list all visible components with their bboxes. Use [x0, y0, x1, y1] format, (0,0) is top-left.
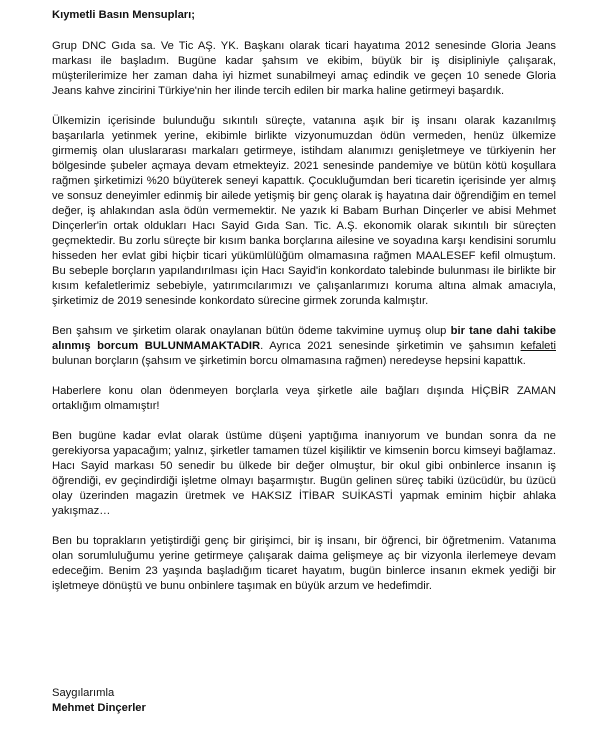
debt-text-b: . Ayrıca 2021 senesinde şirketimin ve şahsımın: [260, 340, 521, 352]
signature-name: Mehmet Dinçerler: [52, 702, 146, 714]
debt-text-c: bulunan borçların (şahsım ve şirketimin borcu olmamasına rağmen) neredeyse hepsini kapattık.: [52, 355, 526, 367]
letter-body: [52, 8, 556, 609]
salutation: Kıymetli Basın Mensupları;: [52, 9, 195, 21]
debt-underlined-word: kefaleti: [520, 340, 556, 352]
paragraph-vision: Ben bu toprakların yetiştirdiği genç bir girişimci, bir iş insanı, bir öğrenci, bir öğretmenim. Vatanıma olan sorumluluğumu yerine getirmeye çalışarak daima gelişmeye aç bir vizyonla ilerlemeye devam edeceğim. Benim 23 yaşında başladığım ticaret hayatım, bugün binlerce insanın ekmek yediği bir işletmeye dönüştü ve bunu onbinlere taşımak en büyük arzum ve hedefimdir.: [52, 535, 556, 592]
debt-text-a: Ben şahsım ve şirketim olarak onaylanan bütün ödeme takvimine uymuş olup: [52, 325, 451, 337]
signature-block: [52, 686, 146, 716]
paragraph-debt-status: [52, 324, 556, 369]
paragraph-responsibility: Ben bugüne kadar evlat olarak üstüme düşeni yaptığıma inanıyorum ve bundan sonra da ne gerekiyorsa yapacağım; yalnız, şirketler tamamen tüzel kişiliktir ve kimsenin borcu kimseyi bağlamaz. Hacı Sayid markası 50 senedir bu ülkede bir değer olmuştur, bir okul gibi onbinlerce insanın iş öğrendiği, ev geçindirdiği işletme olmayı başarmıştır. Bugün gelinen süreç tabiki üzücüdür, bu üzücü olay üzerinden magazin üretmek ve HAKSIZ İTİBAR SUİKASTİ yapmak eminim hiçbir ahlaka yakışmaz…: [52, 430, 556, 517]
paragraph-no-partnership: Haberlere konu olan ödenmeyen borçlarla veya şirketle aile bağları dışında HİÇBİR ZAMAN ortaklığım olmamıştır!: [52, 385, 556, 412]
closing-text: Saygılarımla: [52, 687, 115, 699]
paragraph-intro: Grup DNC Gıda sa. Ve Tic AŞ. YK. Başkanı olarak ticari hayatıma 2012 senesinde Gloria Jeans markası ile başladım. Bugüne kadar şahsım ve ekibim, büyük bir iş disipliniyle çalışarak, müşterilerimize her zaman daha iyi hizmet sunabilmeyi amaç edindik ve geçen 10 senede Gloria Jeans kahve zincirini Türkiye'nin her ilinde tercih edilen bir marka haline getirmeyi başardık.: [52, 40, 556, 97]
debt-bold-statement: bir tane dahi takibe alınmış borcum BULUNMAMAKTADIR: [52, 325, 556, 352]
paragraph-company-situation: Ülkemizin içerisinde bulunduğu sıkıntılı süreçte, vatanına aşık bir iş insanı olarak kazanılmış başarılarla yetinmek yerine, ekibimle birlikte vizyonumuzdan ödün vermeden, henüz ülkemize girmemiş olan uluslararası markaları getirmeye, istihdam alanımızı genişletmeye ve türkiyenin her bölgesinde şubeler açmaya devam etmekteyiz. 2021 senesinde pandemiye ve bütün kötü koşullara rağmen şirketimizi %20 büyüterek seneyi kapattık. Çocukluğumdan beri ticaretin içerisinde yer almış ve sonsuz deneyimler edinmiş bir ailede yetişmiş bir genç olarak iş hayatına dair öğrendiğim en temel değer, iş ahlakından asla ödün vermemektir. Ne yazık ki Babam Burhan Dinçerler ve abisi Mehmet Dinçerler'in ortak oldukları Hacı Sayid Gıda San. Tic. A.Ş. ekonomik olarak sıkıntılı bir süreçten geçmektedir. Bu zorlu süreçte bir kısım banka borçlarına ailesine ve soyadına karşı kendisini sorumlu hisseden her evlat gibi hiçbir ticari yükümlülüğüm olmamasına rağmen MAALESEF kefil olmuştum. Bu sebeple borçların yapılandırılması için Hacı Sayid'in konkordato talebinde bulunması ile birlikte bir kısım kefaletlerimiz sebebiyle, yatırımcılarımızı ve çalışanlarımızı koruma altına almak amacıyla, şirketimiz de 2019 senesinde konkordato sürecine girmek zorunda kalmıştır.: [52, 115, 556, 307]
